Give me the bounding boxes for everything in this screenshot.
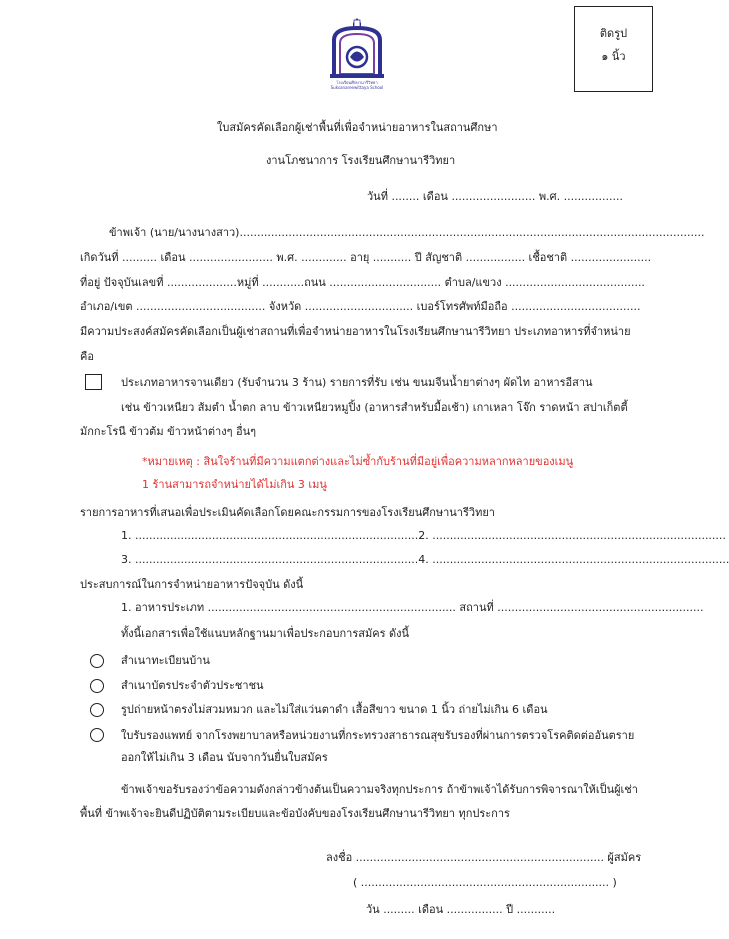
doc-medical-certificate-radio[interactable] (90, 728, 104, 742)
note-line-1: *หมายเหตุ : สินใจร้านที่มีความแตกต่างและไม่ซ้ำกับร้านที่มีอยู่เพื่อความหลากหลายของเมนู (142, 455, 574, 468)
photo-box-size: ๑ นิ้ว (601, 50, 626, 63)
food-type-checkbox[interactable] (85, 374, 102, 390)
applicant-birth-field[interactable]: เกิดวันที่ .......... เดือน ........................ พ.ศ. ............. อายุ ........... ปี สัญชาติ ................. เชื้อชาติ ....................... (80, 251, 652, 264)
doc-id-card-radio[interactable] (90, 679, 104, 693)
doc-photo-label: รูปถ่ายหน้าตรงไม่สวมหมวก และไม่ใส่แว่นตาดำ เสื้อสีขาว ขนาด 1 นิ้ว ถ่ายไม่เกิน 6 เดือน (121, 703, 548, 716)
menu-section-heading: รายการอาหารที่เสนอเพื่อประเมินคัดเลือกโดยคณะกรรมการของโรงเรียนศึกษานารีวิทยา (80, 506, 495, 519)
form-date-line: วันที่ ........ เดือน ........................ พ.ศ. ................. (367, 190, 624, 203)
printed-name-field[interactable]: ( ....................................................................... ) (353, 876, 617, 889)
school-logo-icon (328, 16, 386, 82)
food-type-line-3: มักกะโรนี ข้าวต้ม ข้าวหน้าต่างๆ อื่นๆ (80, 425, 257, 438)
food-type-line-2: เช่น ข้าวเหนียว ส้มตำ น้ำตก ลาบ ข้าวเหนียวหมูปิ้ง (อาหารสำหรับมื้อเช้า) เกาเหลา โจ๊ก ราดหน้า สปาเก็ตตี้ (121, 401, 628, 414)
menu-row-2-field[interactable]: 3. .................................................................................4. ..................................................................................... (121, 553, 729, 566)
intent-line-2: คือ (80, 350, 94, 363)
declaration-line-1: ข้าพเจ้าขอรับรองว่าข้อความดังกล่าวข้างต้นเป็นความจริงทุกประการ ถ้าข้าพเจ้าได้รับการพิจารณาให้เป็นผู้เช่า (121, 783, 638, 796)
doc-house-registration-label: สำเนาทะเบียนบ้าน (121, 654, 210, 667)
note-line-2: 1 ร้านสามารถจำหน่ายได้ไม่เกิน 3 เมนู (142, 478, 327, 491)
doc-medical-certificate-label-1: ใบรับรองแพทย์ จากโรงพยาบาลหรือหน่วยงานที่กระทรวงสาธารณสุขรับรองที่ผ่านการตรวจโรคติดต่ออันตราย (121, 729, 635, 742)
applicant-name-field[interactable]: ข้าพเจ้า (นาย/นางนางสาว)..................................................................................................................................... (109, 226, 705, 239)
photo-box-label: ติดรูป (599, 27, 628, 40)
photo-placeholder-box (574, 6, 653, 92)
signature-date-field[interactable]: วัน ......... เดือน ................ ปี ........... (366, 903, 556, 916)
doc-id-card-label: สำเนาบัตรประจำตัวประชาชน (121, 679, 264, 692)
documents-heading: ทั้งนี้เอกสารเพื่อใช้แนบหลักฐานมาเพื่อประกอบการสมัคร ดังนี้ (121, 627, 410, 640)
doc-medical-certificate-label-2: ออกให้ไม่เกิน 3 เดือน นับจากวันยื่นใบสมัคร (121, 751, 328, 764)
applicant-district-field[interactable]: อำเภอ/เขต ..................................... จังหวัด ............................... เบอร์โทรศัพท์มือถือ ..................................... (80, 300, 641, 313)
doc-photo-radio[interactable] (90, 703, 104, 717)
doc-house-registration-radio[interactable] (90, 654, 104, 668)
declaration-line-2: พื้นที่ ข้าพเจ้าจะยินดีปฏิบัติตามระเบียบและข้อบังคับของโรงเรียนศึกษานารีวิทยา ทุกประการ (80, 807, 510, 820)
experience-field[interactable]: 1. อาหารประเภท ....................................................................... สถานที่ ........................................................... (121, 601, 704, 614)
intent-line-1: มีความประสงค์สมัครคัดเลือกเป็นผู้เช่าสถานที่เพื่อจำหน่ายอาหารในโรงเรียนศึกษานารีวิทยา ประเภทอาหารที่จำหน่าย (80, 325, 631, 338)
experience-heading: ประสบการณ์ในการจำหน่ายอาหารปัจจุบัน ดังนี้ (80, 578, 304, 591)
logo-caption (326, 80, 388, 90)
form-title: ใบสมัครคัดเลือกผู้เช่าพื้นที่เพื่อจำหน่ายอาหารในสถานศึกษา (217, 121, 498, 134)
menu-row-1-field[interactable]: 1. .................................................................................2. .................................................................................... (121, 529, 726, 542)
logo-caption-thai: โรงเรียนศึกษานารีวิทยา (336, 80, 378, 85)
applicant-address-field[interactable]: ที่อยู่ ปัจจุบันเลขที่ ....................หมู่ที่ ............ถนน ................................ ตำบล/แขวง ........................................ (80, 276, 645, 289)
logo-caption-english: Suksanareewittaya School (330, 85, 384, 90)
food-type-line-1: ประเภทอาหารจานเดียว (รับจำนวน 3 ร้าน) รายการที่รับ เช่น ขนมจีนน้ำยาต่างๆ ผัดไท อาหารอีสาน (121, 376, 593, 389)
signature-field[interactable]: ลงชื่อ ....................................................................... ผู้สมัคร (326, 851, 642, 864)
form-subtitle: งานโภชนาการ โรงเรียนศึกษานารีวิทยา (266, 154, 456, 167)
